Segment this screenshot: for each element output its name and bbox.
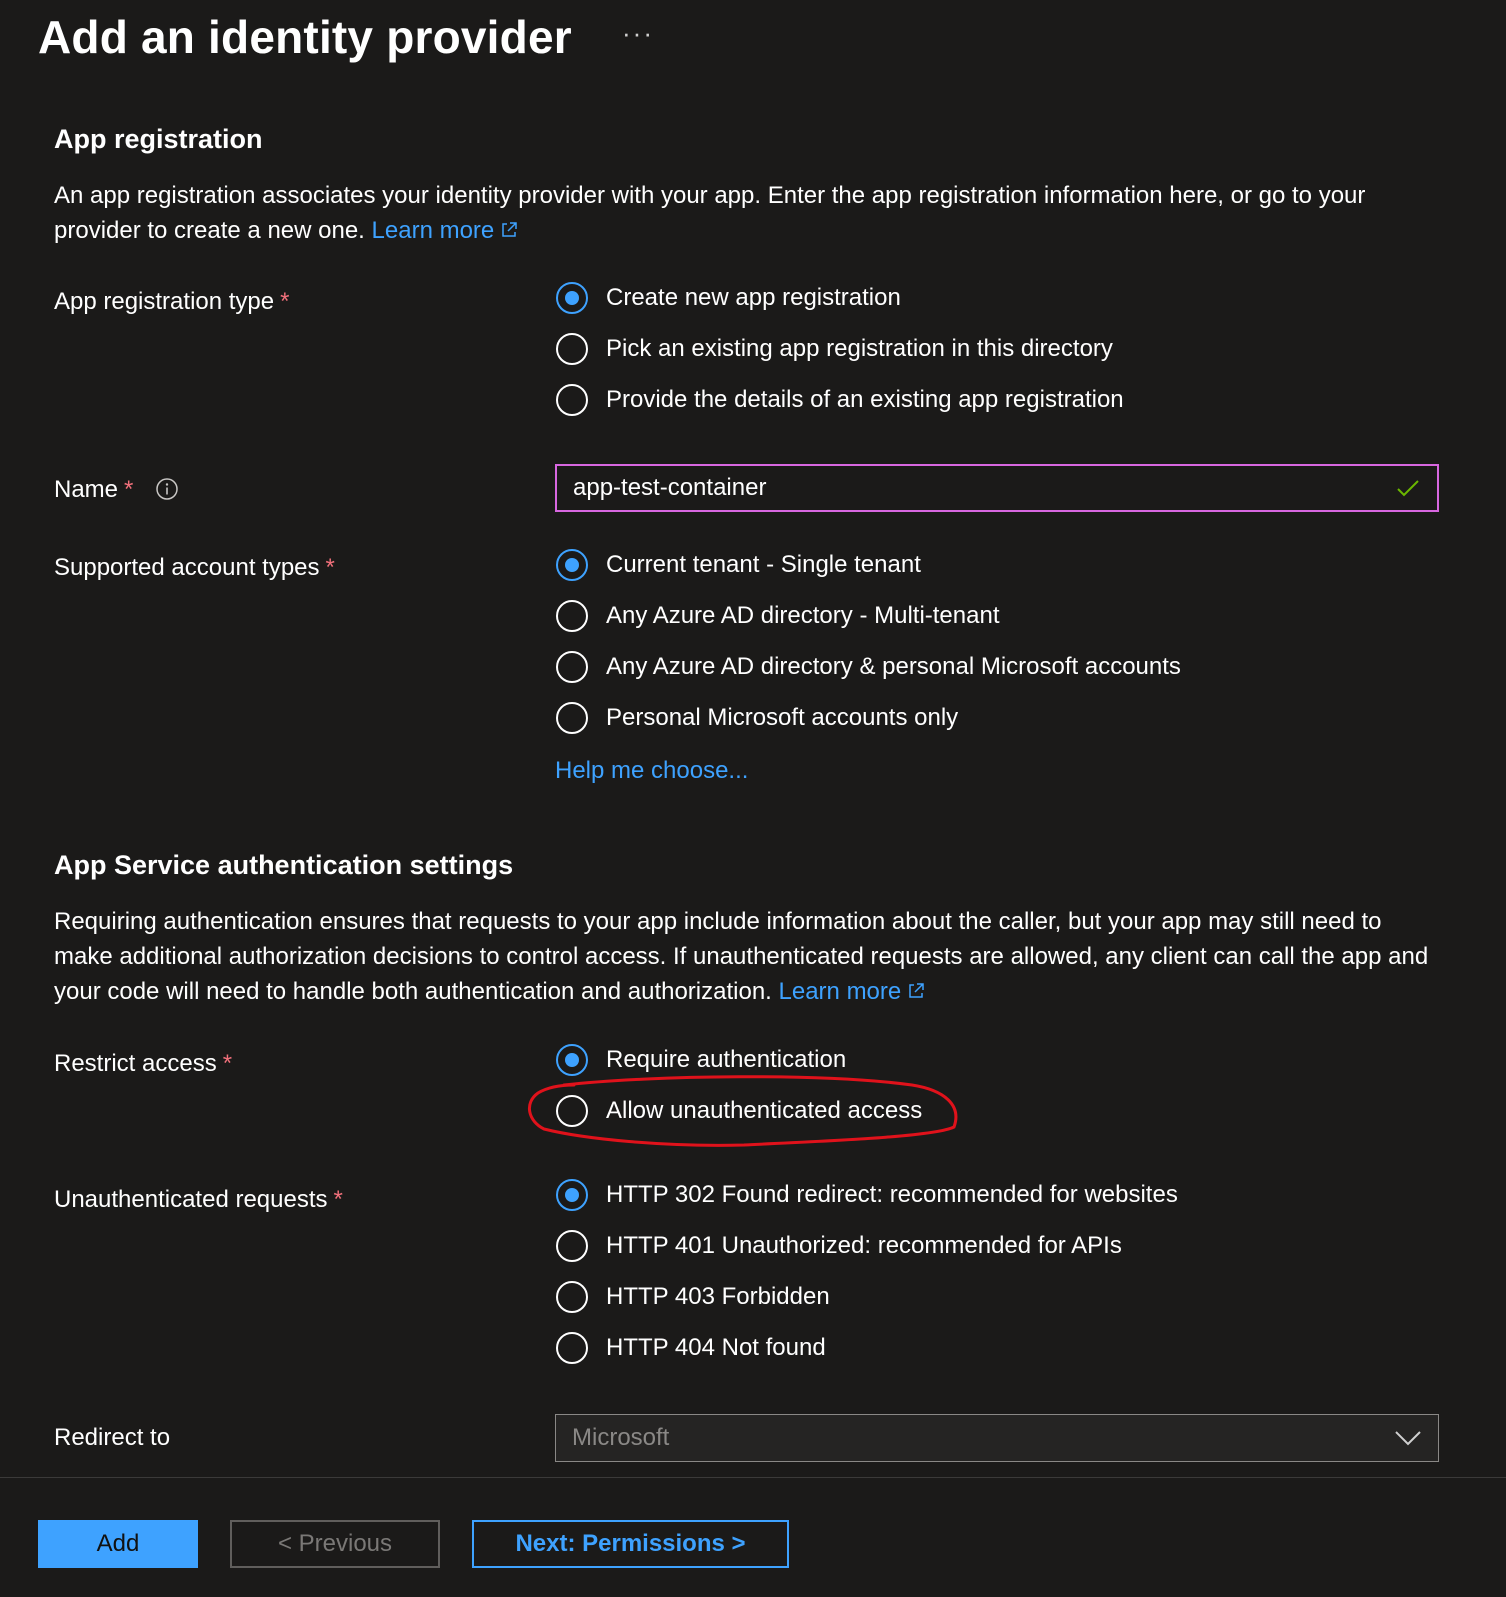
supported-account-types-radio-group	[556, 539, 1181, 743]
radio-label: Current tenant - Single tenant	[606, 550, 921, 578]
radio-label: Create new app registration	[606, 283, 901, 311]
radio-circle[interactable]	[556, 702, 588, 734]
radio-label: Personal Microsoft accounts only	[606, 703, 959, 731]
learn-more-link-app-registration[interactable]	[372, 217, 519, 244]
radio-label: Any Azure AD directory & personal Microsoft accounts	[606, 652, 1181, 680]
radio-circle[interactable]	[556, 1332, 588, 1364]
learn-more-label: Learn more	[778, 978, 902, 1005]
radio-circle[interactable]	[556, 549, 588, 581]
restrict-access-label	[54, 1050, 232, 1078]
radio-http-403[interactable]	[556, 1271, 1178, 1322]
radio-multi-tenant-personal[interactable]	[556, 641, 1181, 692]
required-marker: *	[280, 288, 290, 315]
name-label-text: Name	[54, 476, 119, 503]
check-icon	[1395, 475, 1421, 501]
chevron-down-icon	[1394, 1429, 1422, 1447]
unauthenticated-requests-label-text: Unauthenticated requests	[54, 1186, 328, 1213]
next-permissions-button[interactable]: Next: Permissions >	[472, 1520, 789, 1568]
radio-label: HTTP 404 Not found	[606, 1333, 826, 1361]
radio-circle[interactable]	[556, 1044, 588, 1076]
app-registration-type-radio-group	[556, 272, 1124, 425]
unauthenticated-requests-label	[54, 1186, 343, 1214]
name-input[interactable]	[555, 464, 1439, 512]
required-marker: *	[222, 1050, 233, 1077]
radio-single-tenant[interactable]	[556, 539, 1181, 590]
app-registration-description-text: An app registration associates your identity provider with your app. Enter the app registration information here, or go to your provider to create a new one.	[54, 182, 1366, 244]
previous-button[interactable]: < Previous	[230, 1520, 440, 1568]
radio-circle[interactable]	[556, 1179, 588, 1211]
redirect-to-value: Microsoft	[572, 1424, 670, 1451]
radio-provide-existing-app-details[interactable]	[556, 374, 1124, 425]
section-title-app-registration: App registration	[54, 124, 263, 154]
radio-label: Allow unauthenticated access	[606, 1096, 923, 1124]
app-registration-type-label-text: App registration type	[54, 288, 275, 315]
auth-settings-description-text: Requiring authentication ensures that requests to your app include information about the caller, but your app may still need to make additional authorization decisions to control access. If unauthenticated requests are allowed, any client can call the app and your code will need to handle both authentication and authorization.	[54, 908, 1429, 1005]
restrict-access-label-text: Restrict access	[54, 1050, 217, 1077]
radio-circle[interactable]	[556, 651, 588, 683]
app-registration-type-label	[54, 288, 289, 316]
name-input-value: app-test-container	[573, 474, 767, 501]
redirect-to-dropdown[interactable]	[555, 1414, 1439, 1462]
learn-more-label: Learn more	[371, 217, 495, 244]
supported-account-types-label-text: Supported account types	[54, 554, 320, 581]
external-link-icon	[907, 982, 925, 1000]
radio-circle[interactable]	[556, 1230, 588, 1262]
app-registration-description	[54, 178, 1444, 248]
red-annotation-circle	[524, 1075, 968, 1151]
section-title-auth-settings: App Service authentication settings	[54, 850, 514, 880]
radio-http-302[interactable]	[556, 1169, 1178, 1220]
learn-more-link-auth-settings[interactable]	[779, 978, 926, 1005]
radio-label: Any Azure AD directory - Multi-tenant	[606, 601, 1000, 629]
more-icon[interactable]: ···	[622, 18, 654, 48]
radio-circle[interactable]	[556, 333, 588, 365]
redirect-to-label: Redirect to	[54, 1424, 171, 1451]
page-title: Add an identity provider	[38, 11, 572, 63]
radio-label: Provide the details of an existing app registration	[606, 385, 1124, 413]
unauthenticated-requests-radio-group	[556, 1169, 1178, 1373]
radio-http-401[interactable]	[556, 1220, 1178, 1271]
radio-create-new-app-registration[interactable]	[556, 272, 1124, 323]
radio-circle[interactable]	[556, 384, 588, 416]
supported-account-types-label	[54, 554, 335, 582]
name-label	[54, 476, 178, 504]
footer-divider	[0, 1477, 1506, 1478]
radio-multi-tenant[interactable]	[556, 590, 1181, 641]
radio-pick-existing-app-registration[interactable]	[556, 323, 1124, 374]
add-button[interactable]: Add	[38, 1520, 198, 1568]
auth-settings-description	[54, 904, 1444, 1009]
radio-http-404[interactable]	[556, 1322, 1178, 1373]
help-me-choose-link[interactable]: Help me choose...	[555, 757, 749, 784]
info-icon[interactable]	[156, 478, 178, 500]
radio-label: HTTP 401 Unauthorized: recommended for APIs	[606, 1231, 1122, 1259]
radio-circle[interactable]	[556, 1281, 588, 1313]
radio-label: Require authentication	[606, 1045, 847, 1073]
radio-label: HTTP 403 Forbidden	[606, 1282, 830, 1310]
radio-label: HTTP 302 Found redirect: recommended for websites	[606, 1180, 1178, 1208]
required-marker: *	[124, 476, 134, 503]
required-marker: *	[333, 1186, 343, 1213]
radio-circle[interactable]	[556, 600, 588, 632]
external-link-icon	[500, 221, 518, 239]
radio-personal-only[interactable]	[556, 692, 1181, 743]
radio-label: Pick an existing app registration in this directory	[606, 334, 1113, 362]
required-marker: *	[325, 554, 335, 581]
radio-circle[interactable]	[556, 282, 588, 314]
